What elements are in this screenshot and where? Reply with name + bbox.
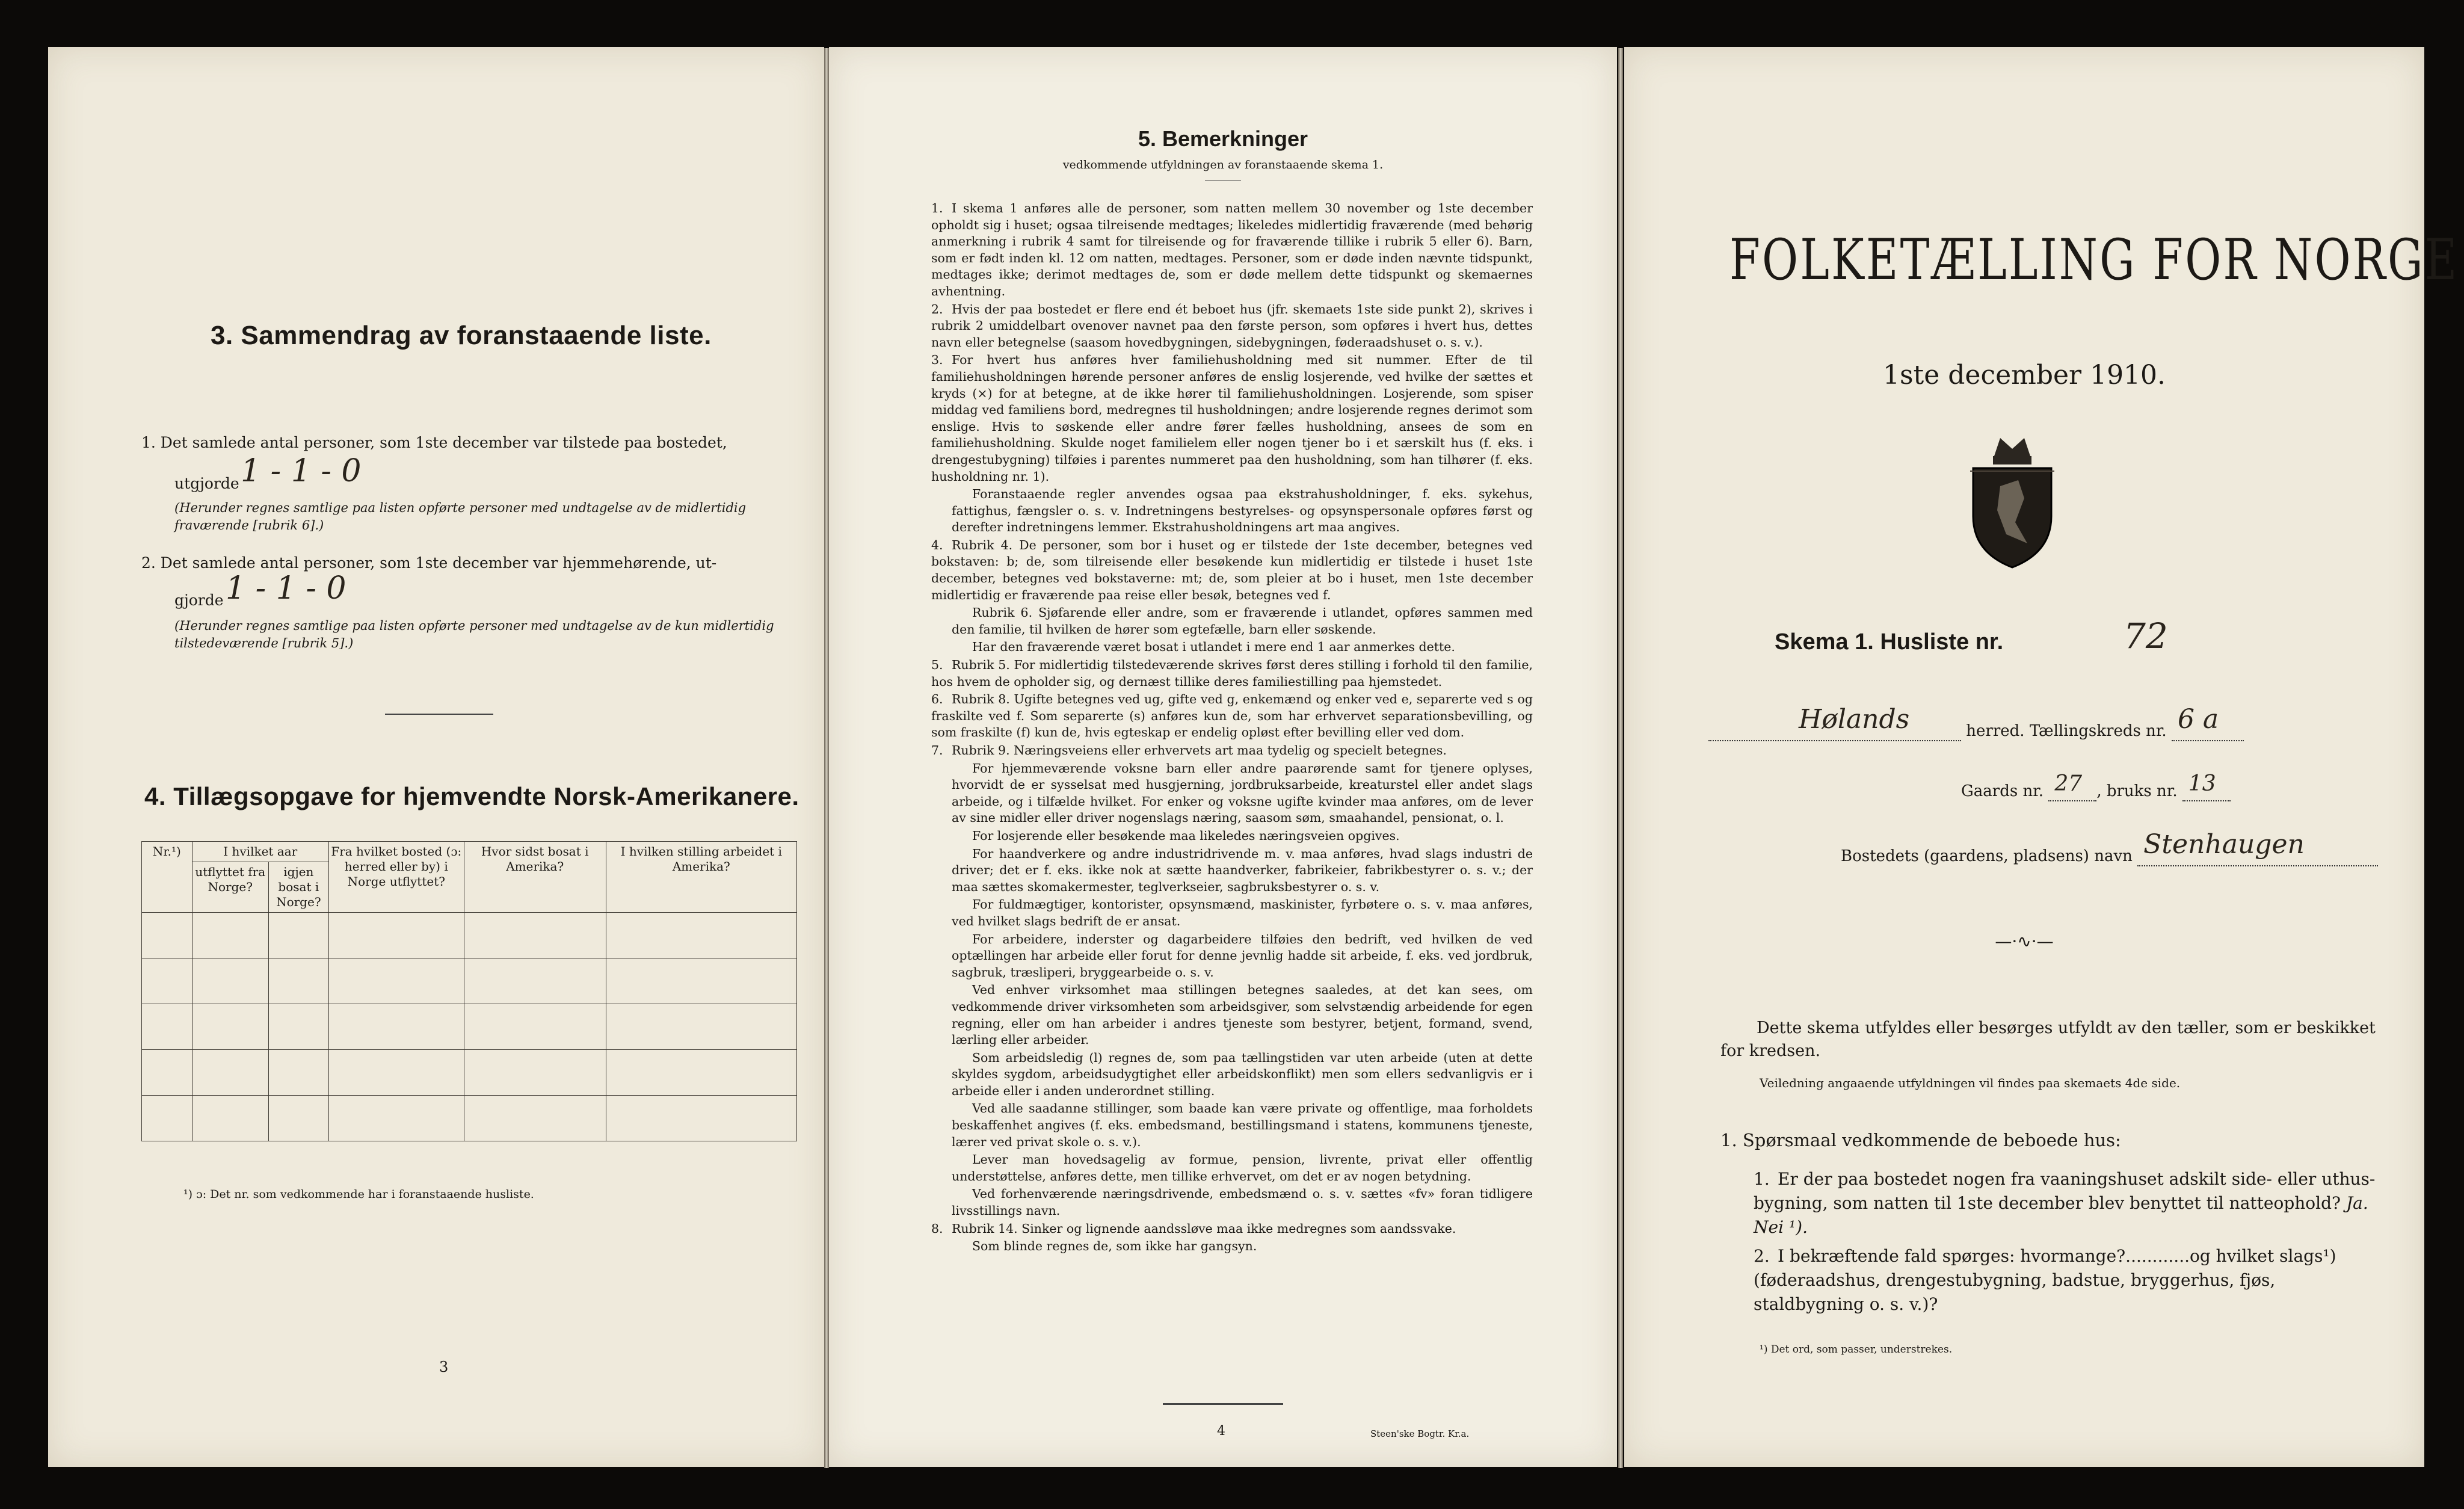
- cover-intro: Dette skema utfyldes eller besørges utfyldt av den tæller, som er beskikket for kredsen.: [1720, 1019, 2376, 1060]
- remarks-subtitle: vedkommende utfyldningen av foranstaaende skema 1.: [1062, 158, 1384, 171]
- kreds-field[interactable]: 6 a: [2172, 722, 2244, 741]
- printer-mark: Steen'ske Bogtr. Kr.a.: [1370, 1428, 1470, 1439]
- item-2-note: (Herunder regnes samtlige paa listen opførte personer med undtagelse av de kun midlertidig tilstedeværende [rubrik 5].): [174, 619, 774, 650]
- remark-text: Som blinde regnes de, som ikke har gangsyn.: [972, 1239, 1257, 1254]
- remark-item: [931, 931, 1533, 981]
- col-year-header: I hvilket aar: [192, 842, 328, 862]
- questions-title: 1. Spørsmaal vedkommende de beboede hus:: [1720, 1130, 2121, 1150]
- item-2-value: 1 - 1 - 0: [226, 570, 346, 606]
- remark-item: [931, 486, 1533, 536]
- remark-item: [931, 1152, 1533, 1185]
- remark-text: For losjerende eller besøkende maa likeledes næringsveien opgives.: [972, 828, 1400, 843]
- item-1-note: (Herunder regnes samtlige paa listen opførte personer med undtagelse av de midlertidig fraværende [rubrik 6].): [174, 501, 747, 532]
- remark-text: Rubrik 9. Næringsveiens eller erhvervets art maa tydelig og specielt betegnes.: [952, 743, 1447, 758]
- remark-item: [931, 537, 1533, 603]
- cover-date: 1ste december 1910.: [1882, 360, 2166, 390]
- kreds-label: Tællingskreds nr.: [2029, 722, 2167, 740]
- page-3-footnote: ¹) ɔ: Det nr. som vedkommende har i foranstaaende husliste.: [183, 1188, 534, 1201]
- remark-item: [931, 1238, 1533, 1255]
- remark-text: Har den fraværende været bosat i utlandet i mere end 1 aar anmerkes dette.: [972, 640, 1455, 655]
- page-3: [48, 47, 824, 1467]
- section-3-title: 3. Sammendrag av foranstaaende liste.: [211, 321, 712, 350]
- remarks-title: 5. Bemerkninger: [1138, 126, 1308, 151]
- remark-number: 4.: [931, 537, 943, 552]
- page-number-4: 4: [1217, 1424, 1225, 1439]
- table-row: [142, 913, 797, 958]
- question-2: 2. I bekræftende fald spørges: hvormange?............og hvilket slags¹) (føderaadshus, drengestubygning, badstue, bryggerhus, fjøs, staldbygning o. s. v.)?: [1754, 1246, 2336, 1314]
- col-returned-header: igjen bosat i Norge?: [268, 862, 328, 913]
- col-america-header: Hvor sidst bosat i Amerika?: [464, 842, 606, 913]
- col-position-header: I hvilken stilling arbeidet i Amerika?: [606, 842, 796, 913]
- remark-text: Ved enhver virksomhet maa stillingen betegnes saaledes, at det kan sees, om vedkommende driver virksomheten som arbeidsgiver, som selvstændig arbeidende for egen regning, eller om han arbeider i andres tjeneste som bestyrer, betjent, formand, svend, lærling eller arbeider.: [952, 983, 1533, 1048]
- remark-item: [931, 742, 1533, 759]
- herred-field[interactable]: Hølands: [1708, 722, 1961, 741]
- cover-title: FOLKETÆLLING FOR NORGE: [1729, 227, 2459, 293]
- question-2-text: I bekræftende fald spørges: hvormange?............og hvilket slags¹) (føderaadshus, drengestubygning, badstue, bryggerhus, fjøs, staldbygning o. s. v.)?: [1754, 1246, 2336, 1314]
- remark-text: I skema 1 anføres alle de personer, som natten mellem 30 november og 1ste december opholdt sig i huset; ogsaa tilreisende medtages; likeledes midlertidig fraværende (med behørig anmerkning i rubrik 4 samt for tilreisende og for fraværende tillike i rubrik 5 eller 6). Barn, som er født inden kl. 12 om natten, medtages. Personer, som er døde inden nævnte tidspunkt, medtages ikke; derimot medtages de, som er døde mellem dette tidspunkt og skemaernes avhentning.: [931, 201, 1533, 298]
- remark-item: [931, 846, 1533, 896]
- remark-text: For hjemmeværende voksne barn eller andre paarørende samt for tjenere oplyses, hvorvidt de er sysselsat med husgjerning, jordbruksarbeide, kreaturstel eller andet slags arbeide, og i tilfælde hvilket. For enker og voksne ugifte kvinder maa anføres, om de lever av sine midler eller driver nogenslags næring, saasom søm, smaahandel, pensionat, o. l.: [952, 761, 1533, 825]
- remark-item: [931, 761, 1533, 827]
- remark-item: [931, 1186, 1533, 1219]
- ornament-icon: —·∿·—: [1995, 931, 2054, 951]
- gaards-field[interactable]: 27: [2048, 782, 2096, 801]
- remark-number: 7.: [931, 743, 943, 758]
- end-divider: [1163, 1403, 1283, 1405]
- remark-item: [931, 896, 1533, 930]
- page-4: [829, 47, 1617, 1467]
- item-2-label: gjorde: [174, 591, 224, 609]
- remark-text: Rubrik 4. De personer, som bor i huset og er tilstede der 1ste december, betegnes ved bokstaven: b; de, som tilreisende eller besøkende kun midlertidig er tilstede i huset 1ste december, betegnes ved bokstaverne: mt; de, som pleier at bo i huset, men 1ste december midlertidig er fraværende paa reise eller besøk, betegnes ved f.: [931, 537, 1533, 602]
- remark-text: Som arbeidsledig (l) regnes de, som paa tællingstiden var uten arbeide (uten at dette skyldes sygdom, arbeidsudygtighet eller arbeidskonflikt) men som ellers sedvanligvis er i arbeide eller i anden underordnet stilling.: [952, 1050, 1533, 1098]
- remark-item: [931, 691, 1533, 741]
- table-header-row-1: [142, 842, 797, 862]
- col-emigrated-header: utflyttet fra Norge?: [192, 862, 268, 913]
- bosted-line: [1841, 829, 2378, 866]
- page-number-3: 3: [439, 1359, 449, 1375]
- bruks-field[interactable]: 13: [2182, 782, 2231, 801]
- bosted-label: Bostedets (gaardens, pladsens) navn: [1841, 847, 2133, 865]
- table-row: [142, 1096, 797, 1141]
- question-1-answer[interactable]: Ja. Nei ¹).: [1754, 1193, 2368, 1237]
- item-1-value: 1 - 1 - 0: [241, 453, 362, 489]
- question-1: 1. Er der paa bostedet nogen fra vaaningshuset adskilt side- eller uthus-bygning, som natten til 1ste december blev benyttet til natteophold? Ja. Nei ¹).: [1754, 1169, 2376, 1237]
- remark-text: For hvert hus anføres hver familiehusholdning med sit nummer. Efter de til familiehusholdningen hørende personer anføres de enslig losjerende, ved hvilke der sættes et kryds (×) for at betegne, at de ikke hører til familiehusholdningen. Losjerende, som spiser middag ved familiens bord, medregnes til husholdningen; andre losjerende regnes derimot som enslige. Hvis to søskende eller andre fører fælles husholdning, ansees de som en familiehusholdning. Skulde noget familielem eller nogen tjener bo i et særskilt hus (f. eks. i drengestubygning) tilføies i parentes nummeret paa den husholdning, som han tilhører (f. eks. husholdning nr. 1).: [931, 353, 1533, 484]
- herred-label: herred.: [1966, 722, 2025, 740]
- remark-number: 2.: [931, 301, 943, 316]
- divider: [385, 714, 493, 715]
- gaards-line: [1961, 771, 2231, 801]
- remark-item: [931, 200, 1533, 300]
- remark-item: [931, 657, 1533, 690]
- remark-text: Foranstaaende regler anvendes ogsaa paa ekstrahusholdninger, f. eks. sykehus, fattighus, fængsler o. s. v. Indretningens bestyrelses- og opsynspersonale opføres først og derefter indretningens lemmer. Ekstrahusholdningens art maa angives.: [952, 487, 1533, 535]
- remark-number: 5.: [931, 658, 943, 673]
- item-1-text: 1. Det samlede antal personer, som 1ste december var tilstede paa bostedet,: [141, 434, 727, 451]
- remark-number: 1.: [931, 201, 943, 215]
- item-2-text: 2. Det samlede antal personer, som 1ste december var hjemmehørende, ut-: [141, 554, 717, 572]
- norsk-amerikanere-table: [141, 841, 797, 1141]
- table-row: [142, 958, 797, 1004]
- remark-text: Rubrik 14. Sinker og lignende aandssløve maa ikke medregnes som aandssvake.: [952, 1221, 1456, 1236]
- cover-page: [1624, 47, 2459, 1467]
- remark-text: Rubrik 6. Sjøfarende eller andre, som er fraværende i utlandet, opføres sammen med den familie, til hvilken de hører som egtefælle, barn eller søskende.: [952, 605, 1533, 637]
- gaards-label: Gaards nr.: [1961, 782, 2044, 800]
- cover-intro-note: Veiledning angaaende utfyldningen vil findes paa skemaets 4de side.: [1760, 1076, 2181, 1090]
- remark-text: For haandverkere og andre industridrivende m. v. maa anføres, hvad slags industri de driver; det er f. eks. ikke nok at sætte haandverker, fabrikeier, fabrikbestyrer o. s. v.; der maa sættes skomakermester, teglverkseier, sagbruksbestyrer o. s. v.: [952, 846, 1533, 894]
- remark-item: [931, 605, 1533, 638]
- remark-text: Ved forhenværende næringsdrivende, embedsmænd o. s. v. sættes «fv» foran tidligere livsstillings navn.: [952, 1187, 1533, 1218]
- remarks-list: [931, 200, 1533, 1256]
- remark-number: 8.: [931, 1221, 943, 1236]
- bruks-label: , bruks nr.: [2096, 782, 2178, 800]
- remark-item: [931, 1221, 1533, 1238]
- remark-number: 3.: [931, 353, 943, 368]
- question-1-text: Er der paa bostedet nogen fra vaaningshuset adskilt side- eller uthus-bygning, som natten til 1ste december blev benyttet til natteophold?: [1754, 1169, 2376, 1213]
- herred-line: [1708, 704, 2406, 741]
- remark-text: Rubrik 8. Ugifte betegnes ved ug, gifte ved g, enkemænd og enker ved e, separerte ved s og fraskilte ved f. Som separerte (s) anføres kun de, som har erhvervet separationsbevilling, og som fraskilte (f) kun de, hvis egteskap er endelig opløst efter bevilling eller ved dom.: [931, 692, 1533, 740]
- remark-text: Lever man hovedsagelig av formue, pension, livrente, privat eller offentlig understøttelse, anføres dette, men tillike erhvervet, om det er av nogen betydning.: [952, 1152, 1533, 1183]
- remark-text: For fuldmægtiger, kontorister, opsynsmænd, maskinister, fyrbøtere o. s. v. maa anføres, ved hvilket slags bedrift de er ansat.: [952, 897, 1533, 928]
- col-from-header: Fra hvilket bosted (ɔ: herred eller by) i Norge utflyttet?: [328, 842, 464, 913]
- husliste-number: 72: [2124, 616, 2168, 656]
- section-4-title: 4. Tillægsopgave for hjemvendte Norsk-Amerikanere.: [144, 782, 799, 810]
- remark-item: [931, 982, 1533, 1048]
- remark-item: [931, 301, 1533, 351]
- col-nr-header: Nr.¹): [142, 842, 192, 913]
- page-fold: [1618, 48, 1623, 1468]
- remark-text: Rubrik 5. For midlertidig tilstedeværende skrives først deres stilling i forhold til den familie, hos hvem de opholder sig, og dernæst tillike deres familiestilling paa hjemstedet.: [931, 658, 1533, 689]
- remark-item: [931, 352, 1533, 485]
- remark-item: [931, 639, 1533, 656]
- table-row: [142, 1050, 797, 1096]
- remark-item: [931, 1050, 1533, 1100]
- page-fold: [824, 48, 829, 1468]
- item-1-label: utgjorde: [174, 475, 239, 492]
- coat-of-arms-icon: [1958, 432, 2066, 573]
- bosted-field[interactable]: Stenhaugen: [2137, 847, 2378, 866]
- remark-text: Ved alle saadanne stillinger, som baade kan være private og offentlige, maa forholdets beskaffenhet angives (f. eks. embedsmand, bestillingsmand i statens, kommunens tjeneste, lærer ved privat skole o. s. v.).: [952, 1101, 1533, 1149]
- remark-item: [931, 1100, 1533, 1150]
- table-row: [142, 1004, 797, 1050]
- cover-footnote: ¹) Det ord, som passer, understrekes.: [1760, 1344, 1953, 1356]
- remark-text: For arbeidere, inderster og dagarbeidere tilføies den bedrift, ved hvilken de ved optællingen har arbeide eller forut for denne jevnlig hadde sit arbeide, f. eks. ved jordbruk, sagbruk, træsliperi, bryggearbeide o. s. v.: [952, 931, 1533, 980]
- remark-number: 6.: [931, 692, 943, 707]
- schema-label: Skema 1. Husliste nr.: [1775, 629, 2004, 655]
- remark-item: [931, 828, 1533, 845]
- remark-text: Hvis der paa bostedet er flere end ét beboet hus (jfr. skemaets 1ste side punkt 2), skrives i rubrik 2 umiddelbart ovenover navnet paa den første person, som opføres i hvert hus, dettes navn eller betegnelse (saasom hovedbygningen, sidebygningen, føderaadshuset o. s. v.).: [931, 301, 1533, 350]
